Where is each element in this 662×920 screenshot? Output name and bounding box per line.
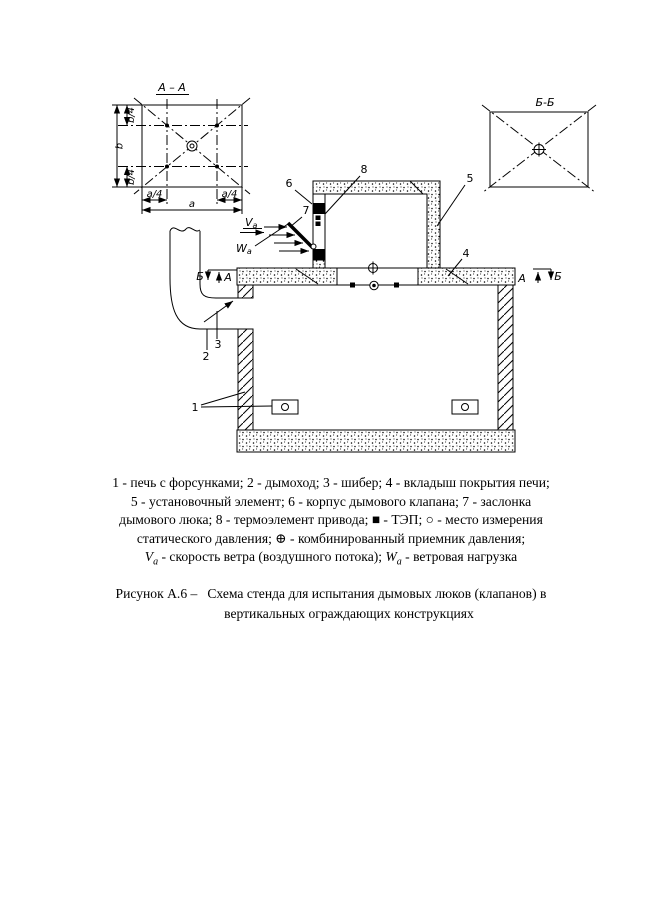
legend-line-3: дымового люка; 8 - термоэлемент привода; ■ - ТЭП; ○ - место измерения xyxy=(119,512,543,528)
section-aa-title: А – А xyxy=(158,81,186,94)
caption-line-2: вертикальных ограждающих конструкциях xyxy=(224,606,474,621)
furnace-bottom-slab xyxy=(237,430,515,452)
legend-line-4: статического давления; ⊕ - комбинированный приемник давления; xyxy=(136,530,526,546)
wind-velocity-label: Va xyxy=(245,216,258,230)
cover-slab-left-block xyxy=(237,268,337,285)
dim-b4-top-label: b/4 xyxy=(126,106,137,124)
part-label-6: 6 xyxy=(285,177,293,190)
measurement-point-dot xyxy=(165,124,169,128)
shiber-damper xyxy=(204,301,233,322)
burner-right-nozzle xyxy=(462,404,469,411)
part-label-2: 2 xyxy=(202,350,210,363)
part-label-4: 4 xyxy=(462,247,470,260)
section-mark-a-left: А xyxy=(224,271,232,284)
legend-line-5-mid: - скорость ветра (воздушного потока); xyxy=(158,549,386,565)
chamber-wall xyxy=(313,181,440,268)
furnace xyxy=(237,285,515,452)
burner-left-nozzle xyxy=(282,404,289,411)
legend-line-2: 5 - установочный элемент; 6 - корпус дымового клапана; 7 - заслонка xyxy=(130,493,532,509)
part-label-5: 5 xyxy=(466,172,474,185)
part-label-7: 7 xyxy=(302,204,310,217)
wind-load-label: Wa xyxy=(236,242,252,256)
leader-line-5 xyxy=(437,185,465,226)
part-label-8: 8 xyxy=(360,163,368,176)
flap-hinge xyxy=(311,244,316,249)
legend-line-5 xyxy=(0,548,662,572)
furnace-right-wall xyxy=(498,285,513,430)
section-aa-view xyxy=(112,81,250,214)
valve-body-lower-block xyxy=(313,249,325,260)
part-label-1: 1 xyxy=(191,401,199,414)
dim-b-label: b xyxy=(114,142,126,150)
center-symbol-inner xyxy=(190,144,194,148)
figure-caption xyxy=(0,584,662,624)
valve-channel-base xyxy=(313,260,325,268)
legend-line-5-end: - ветровая нагрузка xyxy=(401,549,518,565)
leader-line-6 xyxy=(295,190,312,204)
wind-flow-arrows xyxy=(236,216,309,256)
section-mark-b-right: Б xyxy=(554,270,562,283)
leader-line-7 xyxy=(290,217,302,227)
measurement-point-dot xyxy=(165,165,169,169)
legend-line-1: 1 - печь с форсунками; 2 - дымоход; 3 - шибер; 4 - вкладыш покрытия печи; xyxy=(112,475,550,490)
furnace-left-wall-upper xyxy=(238,285,253,298)
wind-load-subscript: a xyxy=(396,557,402,569)
figure-legend xyxy=(0,474,662,573)
dim-b4-bottom-label: b/4 xyxy=(126,168,137,186)
section-mark-a-right: А xyxy=(518,272,526,285)
furnace-left-wall-lower xyxy=(238,329,253,430)
upper-chamber xyxy=(288,181,440,268)
tep-symbol xyxy=(394,283,399,288)
section-bb-view xyxy=(482,96,596,193)
tep-symbol xyxy=(350,283,355,288)
dim-a4-left-label: a/4 xyxy=(146,189,163,200)
leader-line-1 xyxy=(201,406,272,407)
static-pressure-point-inner xyxy=(372,284,376,288)
measurement-point-dot xyxy=(215,124,219,128)
section-mark-b-left: Б xyxy=(196,270,204,283)
measurement-point-dot xyxy=(215,165,219,169)
duct-break-line xyxy=(170,228,200,231)
valve-body-upper-block xyxy=(313,203,325,214)
dim-a-label: a xyxy=(188,199,196,210)
velocity-symbol: V xyxy=(144,549,154,565)
velocity-subscript: a xyxy=(153,557,159,569)
thermoelement-tep-square xyxy=(316,222,321,227)
wind-load-symbol: W xyxy=(385,549,397,565)
part-label-3: 3 xyxy=(214,338,222,351)
caption-line-1 xyxy=(0,584,662,604)
caption-text-1: Схема стенда для испытания дымовых люков (клапанов) в xyxy=(207,586,547,601)
dim-a4-right-label: a/4 xyxy=(221,189,238,200)
figure-number: Рисунок А.6 – xyxy=(115,586,198,601)
section-bb-title: Б-Б xyxy=(535,96,555,109)
thermoelement-tep-square xyxy=(316,216,321,221)
